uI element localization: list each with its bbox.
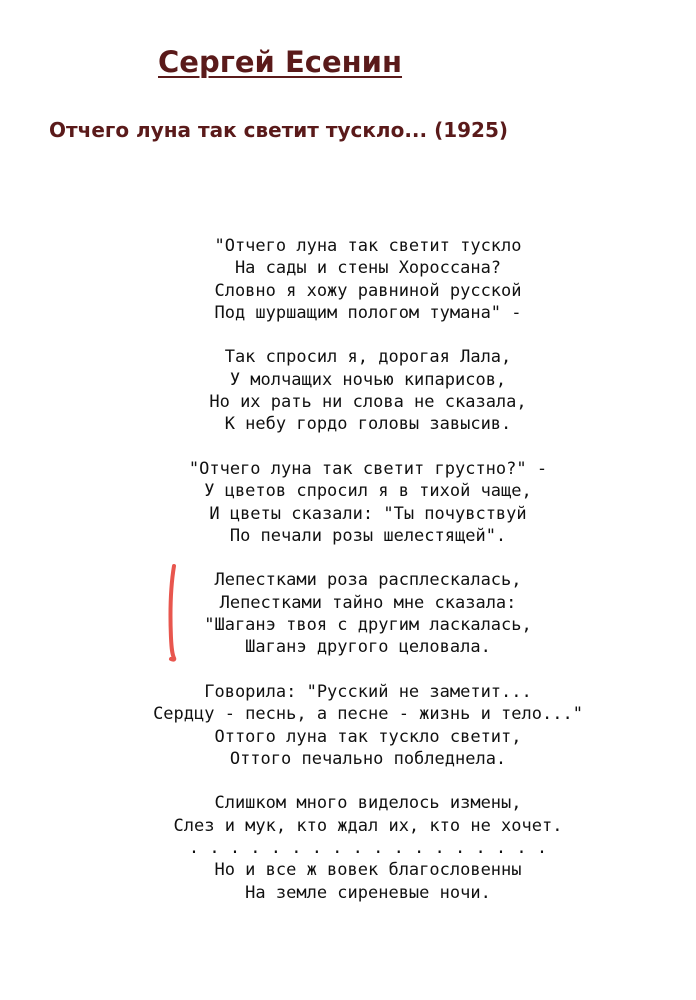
poem-line: "Шаганэ твоя с другим ласкалась, — [204, 615, 532, 636]
poem-line: Сердцу - песнь, а песне - жизнь и тело..." — [153, 704, 583, 725]
stanza — [0, 681, 696, 770]
stanza-highlighted — [0, 569, 696, 658]
stanza — [0, 792, 696, 903]
stanza — [0, 235, 696, 324]
author-name: Сергей Есенин — [158, 45, 403, 79]
poem-line: Оттого луна так тускло светит, — [214, 726, 522, 747]
poem-line: Но и все ж вовек благословенны — [214, 860, 522, 881]
poem-line: . . . . . . . . . . . . . . . . . . — [188, 838, 548, 859]
poem-line: На сады и стены Хороссана? — [234, 258, 502, 279]
poem-line: Слишком много виделось измены, — [214, 793, 522, 814]
poem-line: Лепестками роза расплескалась, — [214, 570, 522, 591]
stanza — [0, 458, 696, 547]
poem-line: Но их рать ни слова не сказала, — [209, 392, 527, 413]
poem-line: Слез и мук, кто ждал их, кто не хочет. — [173, 815, 563, 836]
poem-line: "Отчего луна так светит тускло — [214, 236, 522, 256]
poem-line: У молчащих ночью кипарисов, — [229, 369, 507, 390]
poem-body — [0, 235, 696, 926]
poem-line: К небу гордо головы завысив. — [224, 414, 512, 435]
stanza — [0, 346, 696, 435]
poem-line: "Отчего луна так светит грустно?" - — [188, 458, 548, 479]
handwritten-highlight-mark — [160, 560, 190, 670]
poem-line: И цветы сказали: "Ты почувствуй — [209, 503, 527, 524]
poem-line: У цветов спросил я в тихой чаще, — [204, 481, 532, 502]
poem-line: Так спросил я, дорогая Лала, — [224, 347, 512, 368]
poem-line: Лепестками тайно мне сказала: — [219, 592, 517, 613]
poem-line: Шаганэ другого целовала. — [245, 637, 491, 658]
poem-line: По печали розы шелестящей". — [229, 525, 507, 546]
poem-title: Отчего луна так светит тускло... (1925) — [49, 118, 509, 142]
poem-line: Под шуршащим пологом тумана" - — [214, 302, 522, 323]
poem-line: Словно я хожу равниной русской — [214, 280, 522, 301]
poem-line: Оттого печально побледнела. — [229, 748, 507, 769]
poem-line: Говорила: "Русский не заметит... — [204, 681, 532, 702]
poem-line: На земле сиреневые ночи. — [245, 882, 491, 903]
